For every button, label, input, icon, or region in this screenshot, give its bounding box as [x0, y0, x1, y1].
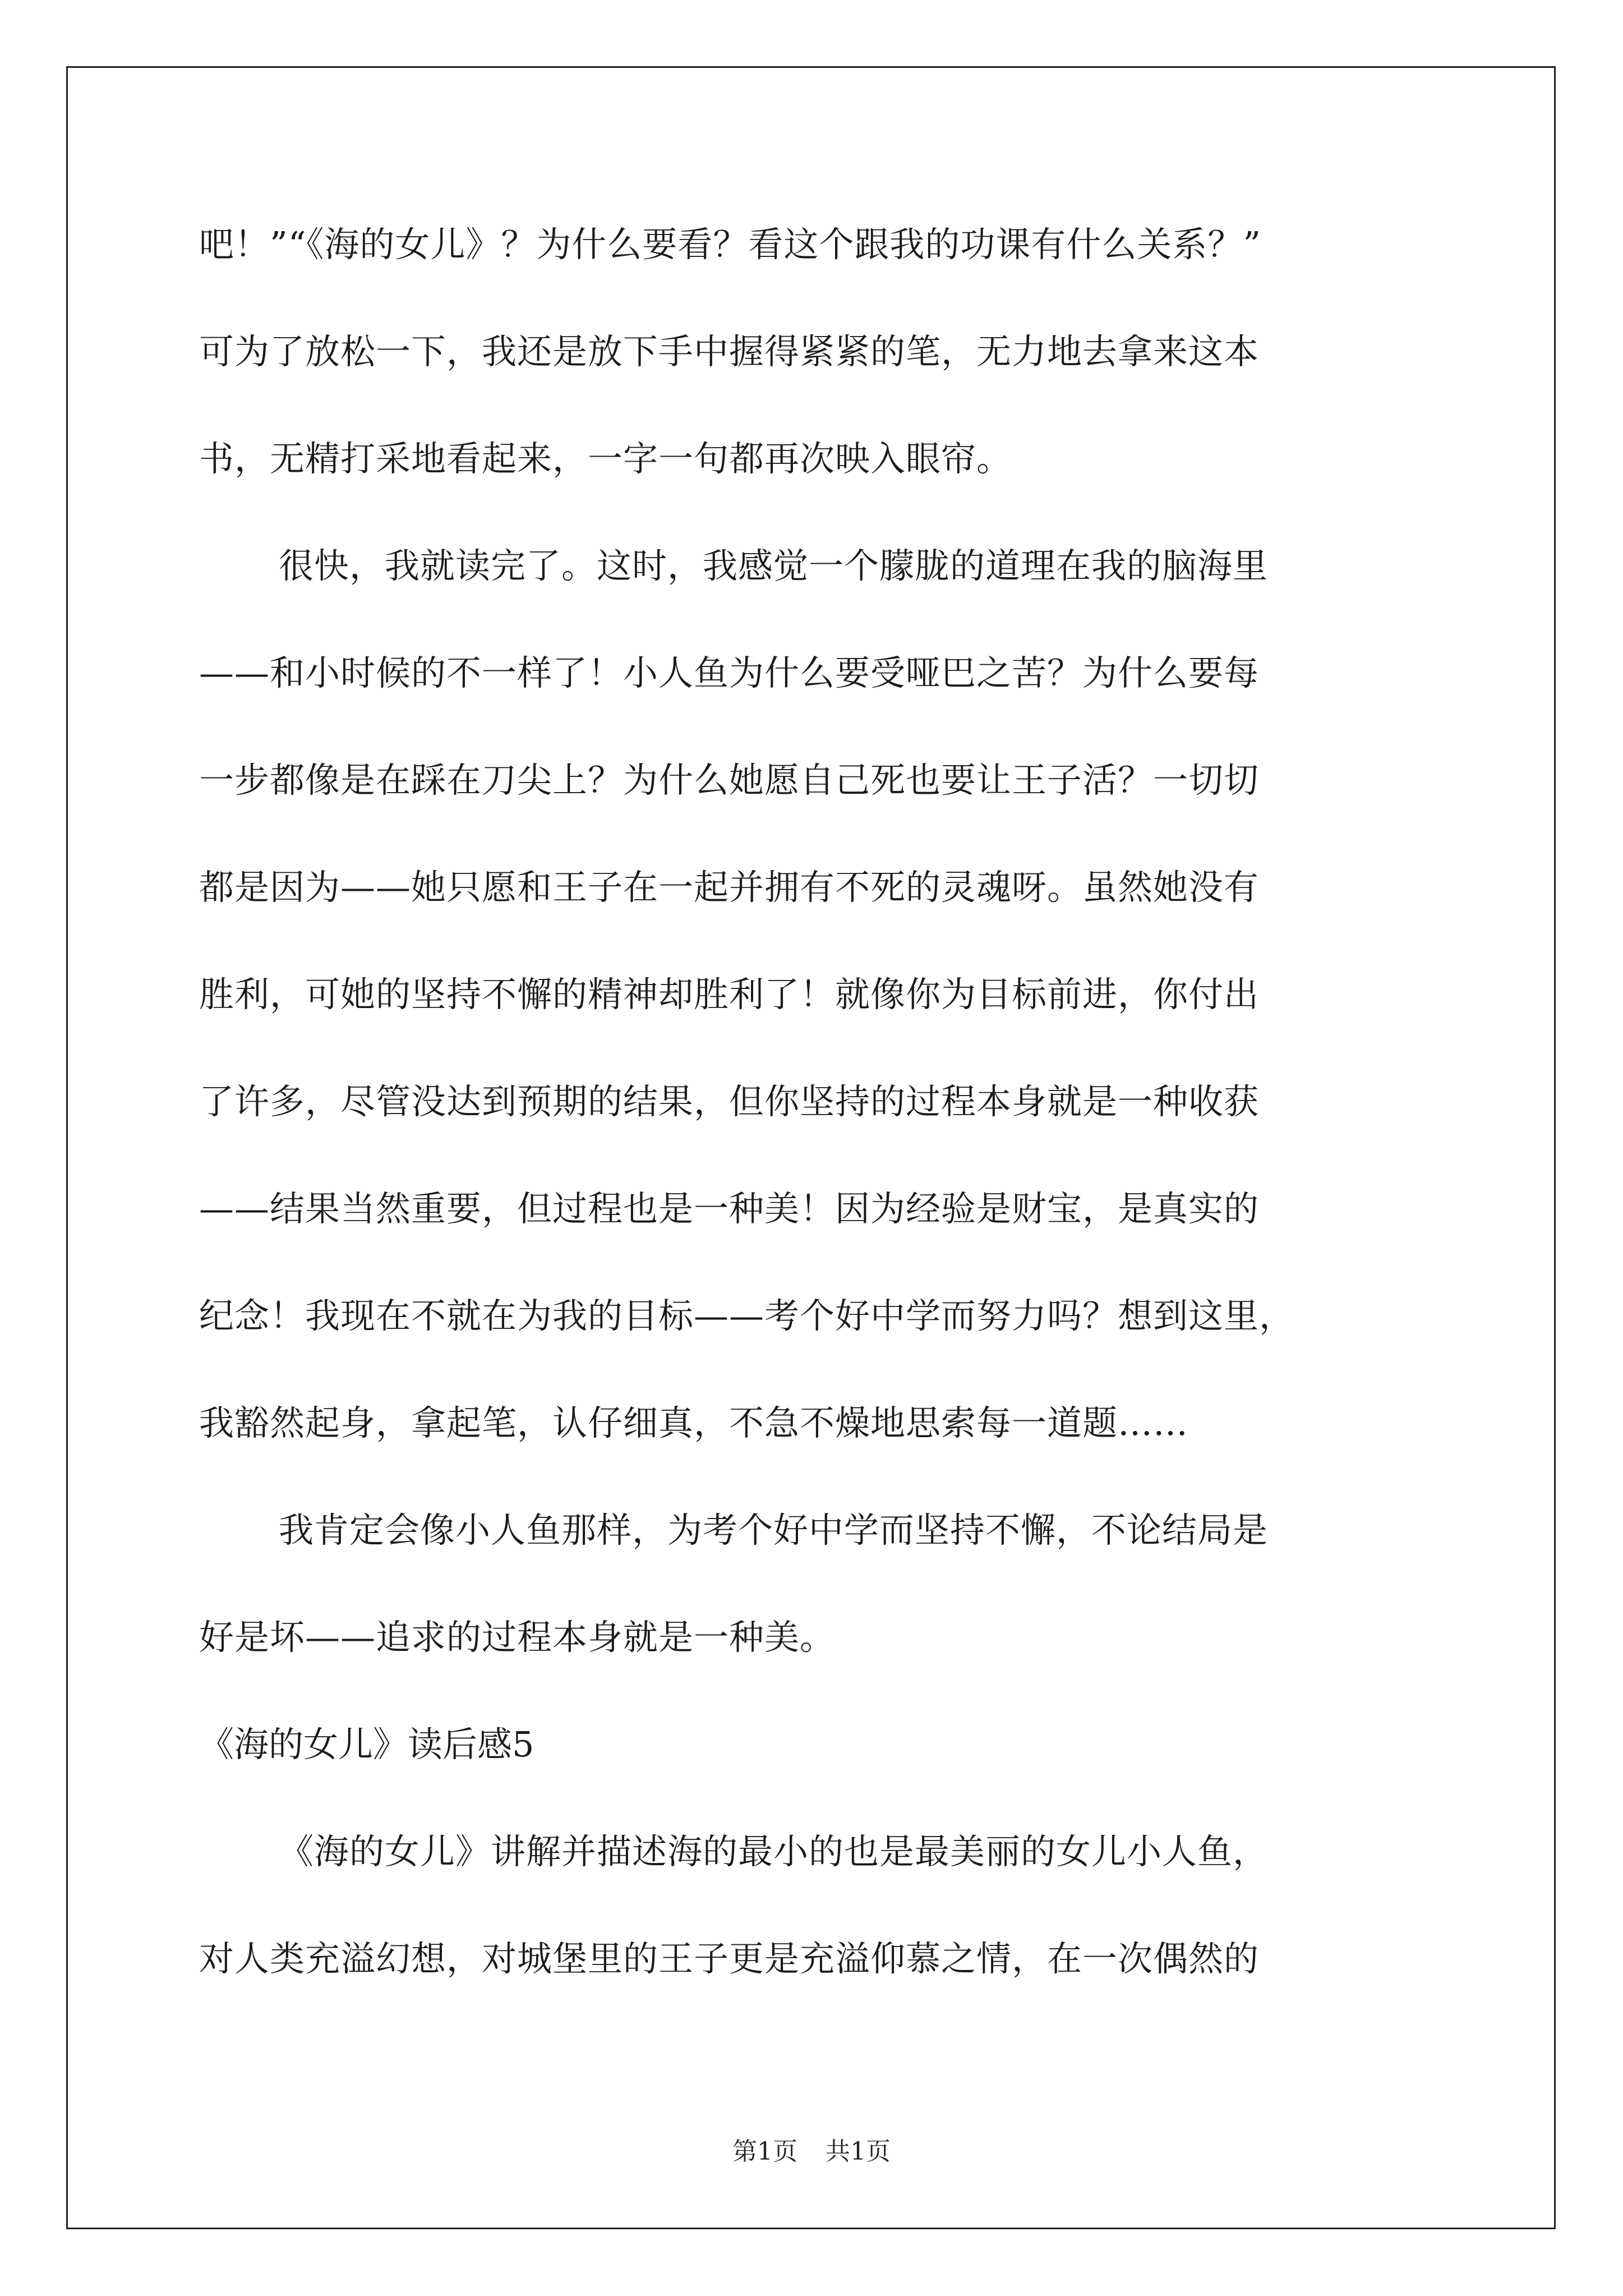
text-line-9: 了许多，尽管没达到预期的结果，但你坚持的过程本身就是一种收获	[199, 1081, 1260, 1122]
document-body	[199, 191, 1427, 2012]
text-line-14: 好是坏——追求的过程本身就是一种美。	[199, 1617, 836, 1658]
text-line-11: 纪念！我现在不就在为我的目标——考个好中学而努力吗？想到这里，	[199, 1295, 1295, 1336]
page-total: 共1页	[826, 2137, 891, 2166]
text-line-4: 很快，我就读完了。这时，我感觉一个朦胧的道理在我的脑海里	[279, 545, 1269, 586]
page-number: 第1页	[732, 2137, 797, 2166]
text-line-8: 胜利，可她的坚持不懈的精神却胜利了！就像你为目标前进，你付出	[199, 974, 1260, 1015]
text-line-12: 我豁然起身，拿起笔，认仔细真，不急不燥地思索每一道题……	[199, 1402, 1189, 1443]
page-footer	[0, 2135, 1623, 2169]
text-line-6: 一步都像是在踩在刀尖上？为什么她愿自己死也要让王子活？一切切	[199, 760, 1260, 800]
text-line-13: 我肯定会像小人鱼那样，为考个好中学而坚持不懈，不论结局是	[279, 1510, 1269, 1550]
text-line-3: 书，无精打采地看起来，一字一句都再次映入眼帘。	[199, 438, 1012, 479]
text-line-2: 可为了放松一下，我还是放下手中握得紧紧的笔，无力地去拿来这本	[199, 331, 1260, 372]
text-line-10: ——结果当然重要，但过程也是一种美！因为经验是财宝，是真实的	[199, 1188, 1260, 1229]
text-line-16: 《海的女儿》讲解并描述海的最小的也是最美丽的女儿小人鱼，	[279, 1831, 1269, 1872]
text-line-1: 吧！”“《海的女儿》？为什么要看？看这个跟我的功课有什么关系？”	[199, 224, 1262, 265]
text-line-7: 都是因为——她只愿和王子在一起并拥有不死的灵魂呀。虽然她没有	[199, 867, 1260, 908]
text-line-5: ——和小时候的不一样了！小人鱼为什么要受哑巴之苦？为什么要每	[199, 652, 1260, 693]
text-line-17: 对人类充溢幻想，对城堡里的王子更是充溢仰慕之情，在一次偶然的	[199, 1938, 1260, 1979]
section-heading: 《海的女儿》读后感5	[199, 1724, 534, 1765]
